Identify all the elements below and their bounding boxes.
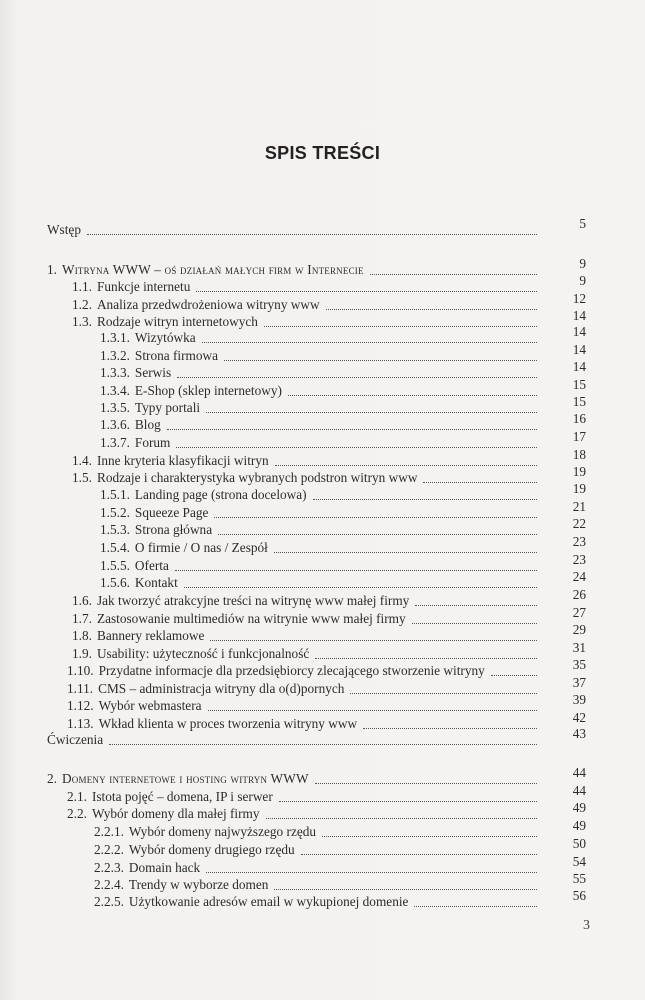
toc-entry-number: 2. [47, 771, 57, 786]
toc-entry-label [72, 628, 204, 643]
toc-page-number: 9 [579, 273, 586, 288]
toc-entry-label [72, 470, 417, 485]
toc-entry-title: Strona firmowa [134, 348, 219, 363]
toc-entry-number: 1.10. [67, 663, 94, 678]
toc-entry [47, 262, 537, 278]
toc-entry-label [94, 860, 200, 875]
dot-leader [274, 889, 537, 890]
toc-entry-title: Landing page (strona docelowa) [134, 487, 307, 502]
toc-entry [67, 789, 537, 805]
dot-leader [491, 675, 537, 676]
toc-page-number: 19 [572, 464, 586, 479]
toc-entry-title: Wkład klienta w proces tworzenia witryny www [98, 716, 358, 731]
toc-entry-label [100, 575, 178, 590]
dot-leader [412, 623, 537, 624]
dot-leader [214, 517, 537, 518]
toc-entry-title: Wizytówka [134, 330, 196, 345]
toc-entry-number: 1.5. [72, 470, 92, 485]
toc-page-number: 15 [572, 377, 586, 392]
toc-entry [67, 806, 537, 822]
dot-leader [109, 744, 537, 745]
dot-leader [313, 499, 537, 500]
toc-entry [72, 314, 537, 330]
page-title: SPIS TREŚCI [264, 143, 381, 163]
toc-entry-number: 1.1. [72, 279, 92, 294]
toc-entry-label [100, 348, 218, 363]
toc-entry [100, 575, 537, 591]
toc-entry [100, 540, 537, 556]
toc-entry-number: 2.2.4. [94, 877, 124, 892]
toc-entry-number: 1.11. [67, 681, 94, 696]
toc-entry-number: 2.2.1. [94, 824, 124, 839]
toc-entry [94, 824, 537, 840]
toc-entry-title: Blog [134, 417, 161, 432]
toc-entry-title: Bannery reklamowe [96, 628, 205, 643]
toc-entry-title: Domeny internetowe i hosting witryn WWW [61, 771, 309, 786]
toc-entry [100, 330, 537, 346]
toc-entry-title: Usability: użyteczność i funkcjonalność [96, 646, 310, 661]
toc-entry-label [100, 417, 161, 432]
toc-entry-number: 1.3.6. [100, 417, 130, 432]
toc-entry-label [72, 279, 190, 294]
toc-entry-label [67, 698, 202, 713]
toc-entry [100, 558, 537, 574]
toc-entry-title: Witryna WWW – oś działań małych firm w Internecie [61, 262, 364, 277]
dot-leader [184, 587, 537, 588]
toc-entry [100, 383, 537, 399]
toc-entry-label [47, 262, 364, 277]
toc-entry-label [94, 877, 268, 892]
toc-entry-number: 1.6. [72, 593, 92, 608]
dot-leader [315, 783, 537, 784]
toc-entry-label [67, 681, 344, 696]
toc-entry-label [100, 558, 169, 573]
toc-entry [100, 417, 537, 433]
toc-entry-number: 2.2.2. [94, 842, 124, 857]
toc-page-number: 12 [572, 291, 586, 306]
toc-entry [100, 522, 537, 538]
toc-page-number: 44 [572, 765, 586, 780]
toc-entry [100, 365, 537, 381]
toc-entry-title: Zastosowanie multimediów na witrynie www małej firmy [96, 611, 406, 626]
toc-entry-title: Serwis [134, 365, 172, 380]
dot-leader [363, 728, 537, 729]
toc-page-number: 17 [572, 429, 586, 444]
toc-entry-title: Wybór domeny drugiego rzędu [128, 842, 295, 857]
dot-leader [202, 342, 537, 343]
toc-entry-label [100, 540, 268, 555]
toc-entry-number: 1. [47, 262, 57, 277]
toc-entry [94, 860, 537, 876]
toc-entry-number: 2.2.5. [94, 894, 124, 909]
toc-entry-title: Jak tworzyć atrakcyjne treści na witrynę www małej firmy [96, 593, 410, 608]
toc-page-number: 35 [572, 657, 586, 672]
toc-entry-label [72, 646, 309, 661]
toc-entry-label [72, 453, 269, 468]
toc-page-number: 27 [572, 605, 586, 620]
toc-entry-label [100, 383, 282, 398]
toc-entry-label [100, 522, 212, 537]
toc-page-number: 14 [572, 324, 586, 339]
dot-leader [210, 640, 537, 641]
toc-entry-label [72, 611, 406, 626]
toc-entry-label [67, 806, 260, 821]
toc-entry-label [100, 487, 307, 502]
dot-leader [264, 326, 537, 327]
toc-entry-label [94, 894, 408, 909]
toc-entry-title: Funkcje internetu [96, 279, 191, 294]
toc-entry [72, 611, 537, 627]
toc-page-number: 14 [572, 308, 586, 323]
toc-entry-title: Wybór domeny dla małej firmy [91, 806, 260, 821]
toc-page-number: 9 [579, 256, 586, 271]
toc-entry [67, 681, 537, 697]
toc-page-number: 16 [572, 411, 586, 426]
toc-entry [94, 842, 537, 858]
toc-page-number: 15 [572, 394, 586, 409]
toc-page-number: 21 [572, 499, 586, 514]
toc-entry-label [72, 314, 258, 329]
toc-entry [100, 505, 537, 521]
toc-page-number: 42 [572, 710, 586, 725]
toc-entry [100, 348, 537, 364]
toc-entry-label [94, 824, 316, 839]
toc-entry-number: 1.7. [72, 611, 92, 626]
toc-entry-number: 1.4. [72, 453, 92, 468]
dot-leader [266, 818, 537, 819]
toc-page-number: 14 [572, 359, 586, 374]
toc-page-number: 49 [572, 800, 586, 815]
toc-page-number: 50 [572, 836, 586, 851]
toc-page-number: 54 [572, 854, 586, 869]
dot-leader [224, 360, 537, 361]
toc-page-number: 22 [572, 516, 586, 531]
toc-entry [72, 279, 537, 295]
toc-page-number: 56 [572, 888, 586, 903]
toc-page-number: 23 [572, 534, 586, 549]
toc-entry [72, 593, 537, 609]
toc-entry-title: Użytkowanie adresów email w wykupionej domenie [128, 894, 409, 909]
toc-entry-label [100, 365, 171, 380]
toc-entry [72, 453, 537, 469]
dot-leader [176, 447, 537, 448]
dot-leader [326, 309, 537, 310]
toc-entry-label [67, 663, 485, 678]
toc-entry-number: 1.3.7. [100, 435, 130, 450]
toc-entry-number: 1.5.6. [100, 575, 130, 590]
toc-entry-title: Ćwiczenia [47, 732, 104, 747]
toc-entry-label [72, 297, 320, 312]
toc-page-number: 49 [572, 818, 586, 833]
toc-entry-number: 1.8. [72, 628, 92, 643]
toc-entry-title: Analiza przedwdrożeniowa witryny www [96, 297, 320, 312]
toc-entry-number: 1.3.1. [100, 330, 130, 345]
toc-page-number: 39 [572, 692, 586, 707]
toc-entry-title: Inne kryteria klasyfikacji witryn [96, 453, 269, 468]
toc-page-number: 18 [572, 447, 586, 462]
toc-entry-title: Rodzaje witryn internetowych [96, 314, 258, 329]
toc-entry [72, 646, 537, 662]
toc-entry [67, 663, 537, 679]
toc-entry-title: Rodzaje i charakterystyka wybranych podstron witryn www [96, 470, 418, 485]
toc-entry-title: E-Shop (sklep internetowy) [134, 383, 282, 398]
toc-entry-number: 1.12. [67, 698, 94, 713]
toc-page-number: 29 [572, 622, 586, 637]
toc-entry-number: 2.2.3. [94, 860, 124, 875]
dot-leader [218, 534, 537, 535]
toc-entry [100, 487, 537, 503]
toc-entry-label [47, 732, 103, 747]
dot-leader [279, 801, 537, 802]
toc-entry-number: 1.5.3. [100, 522, 130, 537]
toc-entry-title: Typy portali [134, 400, 201, 415]
dot-leader [322, 836, 537, 837]
dot-leader [350, 693, 537, 694]
toc-entry-label [67, 716, 357, 731]
dot-leader [415, 605, 537, 606]
toc-entry [100, 435, 537, 451]
dot-leader [288, 395, 537, 396]
dot-leader [206, 412, 537, 413]
toc-entry-number: 1.3.2. [100, 348, 130, 363]
toc-entry-number: 1.3.4. [100, 383, 130, 398]
toc-entry [94, 894, 537, 910]
toc-entry-label [100, 330, 196, 345]
toc-entry [72, 470, 537, 486]
toc-entry-label [67, 789, 273, 804]
dot-leader [175, 570, 537, 571]
toc-entry-title: Wstęp [47, 222, 81, 237]
toc-entry-number: 1.5.2. [100, 505, 130, 520]
toc-page-number: 26 [572, 587, 586, 602]
toc-page-number: 5 [579, 216, 586, 231]
toc-entry-title: Strona główna [134, 522, 213, 537]
dot-leader [301, 854, 537, 855]
dot-leader [315, 658, 537, 659]
dot-leader [167, 429, 537, 430]
toc-entry-number: 1.5.1. [100, 487, 130, 502]
dot-leader [208, 710, 537, 711]
toc-entry-title: Trendy w wyborze domen [128, 877, 269, 892]
dot-leader [275, 465, 537, 466]
toc-entry-title: Przydatne informacje dla przedsiębiorcy zlecającego stworzenie witryny [98, 663, 485, 678]
toc-page-number: 14 [572, 342, 586, 357]
toc-entry-label [94, 842, 295, 857]
toc-entry-number: 1.5.5. [100, 558, 130, 573]
toc-entry [72, 628, 537, 644]
toc-entry-number: 1.2. [72, 297, 92, 312]
toc-entry-number: 1.13. [67, 716, 94, 731]
toc-entry-title: Kontakt [134, 575, 178, 590]
toc-entry-title: Forum [134, 435, 171, 450]
toc-entry [72, 297, 537, 313]
dot-leader [177, 377, 537, 378]
toc-entry-label [100, 435, 170, 450]
toc-entry-title: Oferta [134, 558, 169, 573]
toc-entry-number: 1.3.3. [100, 365, 130, 380]
dot-leader [206, 872, 537, 873]
toc-entry-title: O firmie / O nas / Zespół [134, 540, 268, 555]
toc-entry-number: 2.1. [67, 789, 87, 804]
toc-entry [67, 716, 537, 732]
toc-entry-number: 1.5.4. [100, 540, 130, 555]
toc-entry-title: Wybór domeny najwyższego rzędu [128, 824, 317, 839]
toc-entry-number: 1.3. [72, 314, 92, 329]
toc-page-number: 37 [572, 675, 586, 690]
toc-entry [100, 400, 537, 416]
toc-entry [67, 698, 537, 714]
toc-entry-number: 1.3.5. [100, 400, 130, 415]
toc-entry [47, 771, 537, 787]
toc-entry-title: Squeeze Page [134, 505, 209, 520]
toc-entry-label [100, 400, 200, 415]
toc-entry-label [47, 771, 309, 786]
dot-leader [196, 291, 537, 292]
toc-entry [47, 732, 537, 748]
toc-entry [47, 222, 537, 238]
toc-entry-label [72, 593, 409, 608]
toc-entry-title: Istota pojęć – domena, IP i serwer [91, 789, 273, 804]
toc-page-number: 55 [572, 871, 586, 886]
toc-entry-number: 2.2. [67, 806, 87, 821]
toc-entry [94, 877, 537, 893]
toc-entry-label [47, 222, 81, 237]
toc-page-number: 19 [572, 481, 586, 496]
dot-leader [87, 234, 537, 235]
toc-entry-title: Domain hack [128, 860, 201, 875]
toc-entry-label [100, 505, 208, 520]
toc-entry-title: Wybór webmastera [98, 698, 202, 713]
toc-page-number: 43 [572, 726, 586, 741]
toc-page-number: 31 [572, 640, 586, 655]
toc-page-number: 23 [572, 552, 586, 567]
toc-entry-number: 1.9. [72, 646, 92, 661]
toc-entry-title: CMS – administracja witryny dla o(d)pornych [98, 681, 345, 696]
toc-page-number: 24 [572, 569, 586, 584]
dot-leader [370, 274, 537, 275]
page-folio: 3 [583, 918, 590, 933]
dot-leader [274, 552, 537, 553]
dot-leader [414, 906, 537, 907]
toc-page-number: 44 [572, 783, 586, 798]
dot-leader [423, 482, 537, 483]
